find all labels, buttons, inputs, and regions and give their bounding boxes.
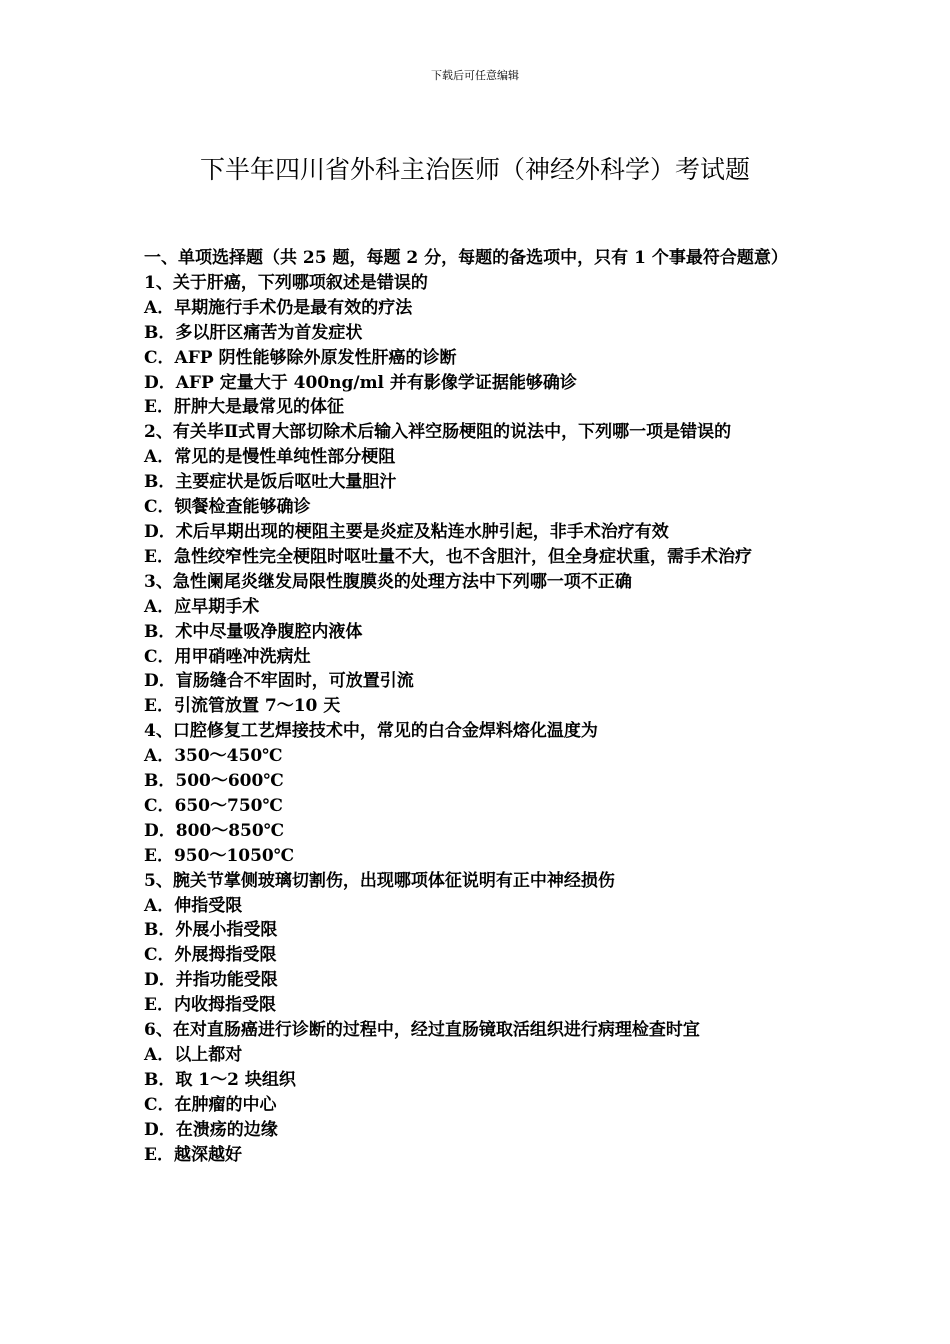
option-b: B．外展小指受限 [144,920,278,941]
option-e: E．肝肿大是最常见的体征 [144,397,344,418]
question-stem: 4、口腔修复工艺焊接技术中，常见的白合金焊料熔化温度为 [144,721,598,742]
question-4 [144,719,810,868]
option-a: A．早期施行手术仍是最有效的疗法 [144,297,413,318]
option-c: C．在肿瘤的中心 [144,1094,277,1115]
option-c: C．外展拇指受限 [144,945,277,966]
option-d: D．800～850℃ [144,820,285,841]
option-c: C．AFP 阴性能够除外原发性肝癌的诊断 [144,347,457,368]
question-2 [144,420,810,569]
option-d: D．盲肠缝合不牢固时，可放置引流 [144,671,414,692]
question-stem: 2、有关毕Ⅱ式胃大部切除术后输入袢空肠梗阻的说法中，下列哪一项是错误的 [144,422,732,443]
option-a: A．350～450℃ [144,746,283,767]
option-a: A．常见的是慢性单纯性部分梗阻 [144,447,396,468]
question-stem: 5、腕关节掌侧玻璃切割伤，出现哪项体征说明有正中神经损伤 [144,870,615,891]
option-e: E．急性绞窄性完全梗阻时呕吐量不大，也不含胆汁，但全身症状重，需手术治疗 [144,546,752,567]
option-b: B．术中尽量吸净腹腔内液体 [144,621,363,642]
option-b: B．取 1～2 块组织 [144,1069,296,1090]
option-c: C．用甲硝唑冲洗病灶 [144,646,311,667]
question-1 [144,271,810,420]
option-d: D．在溃疡的边缘 [144,1119,278,1140]
document-body [144,246,810,1168]
option-e: E．引流管放置 7～10 天 [144,696,341,717]
header-note: 下载后可任意编辑 [431,69,519,82]
option-b: B．主要症状是饭后呕吐大量胆汁 [144,472,397,493]
option-b: B．500～600℃ [144,771,284,792]
option-a: A．伸指受限 [144,895,243,916]
option-e: E．内收拇指受限 [144,995,276,1016]
option-d: D．术后早期出现的梗阻主要是炎症及粘连水肿引起，非手术治疗有效 [144,521,669,542]
option-a: A．应早期手术 [144,596,260,617]
option-e: E．越深越好 [144,1144,242,1165]
page-title: 下半年四川省外科主治医师（神经外科学）考试题 [199,155,750,184]
question-6 [144,1018,810,1167]
option-e: E．950～1050℃ [144,845,295,866]
question-stem: 1、关于肝癌，下列哪项叙述是错误的 [144,272,428,293]
question-3 [144,570,810,719]
option-a: A．以上都对 [144,1045,243,1065]
question-stem: 3、急性阑尾炎继发局限性腹膜炎的处理方法中下列哪一项不正确 [144,571,632,592]
section-heading: 一、单项选择题（共 25 题，每题 2 分，每题的备选项中，只有 1 个事最符合题意） [144,248,788,268]
option-d: D．AFP 定量大于 400ng/ml 并有影像学证据能够确诊 [144,372,577,393]
question-stem: 6、在对直肠癌进行诊断的过程中，经过直肠镜取活组织进行病理检查时宜 [144,1020,700,1041]
option-d: D．并指功能受限 [144,970,278,991]
option-b: B．多以肝区痛苦为首发症状 [144,322,363,343]
option-c: C．钡餐检查能够确诊 [144,497,311,518]
question-5 [144,869,810,1018]
option-c: C．650～750℃ [144,795,283,816]
